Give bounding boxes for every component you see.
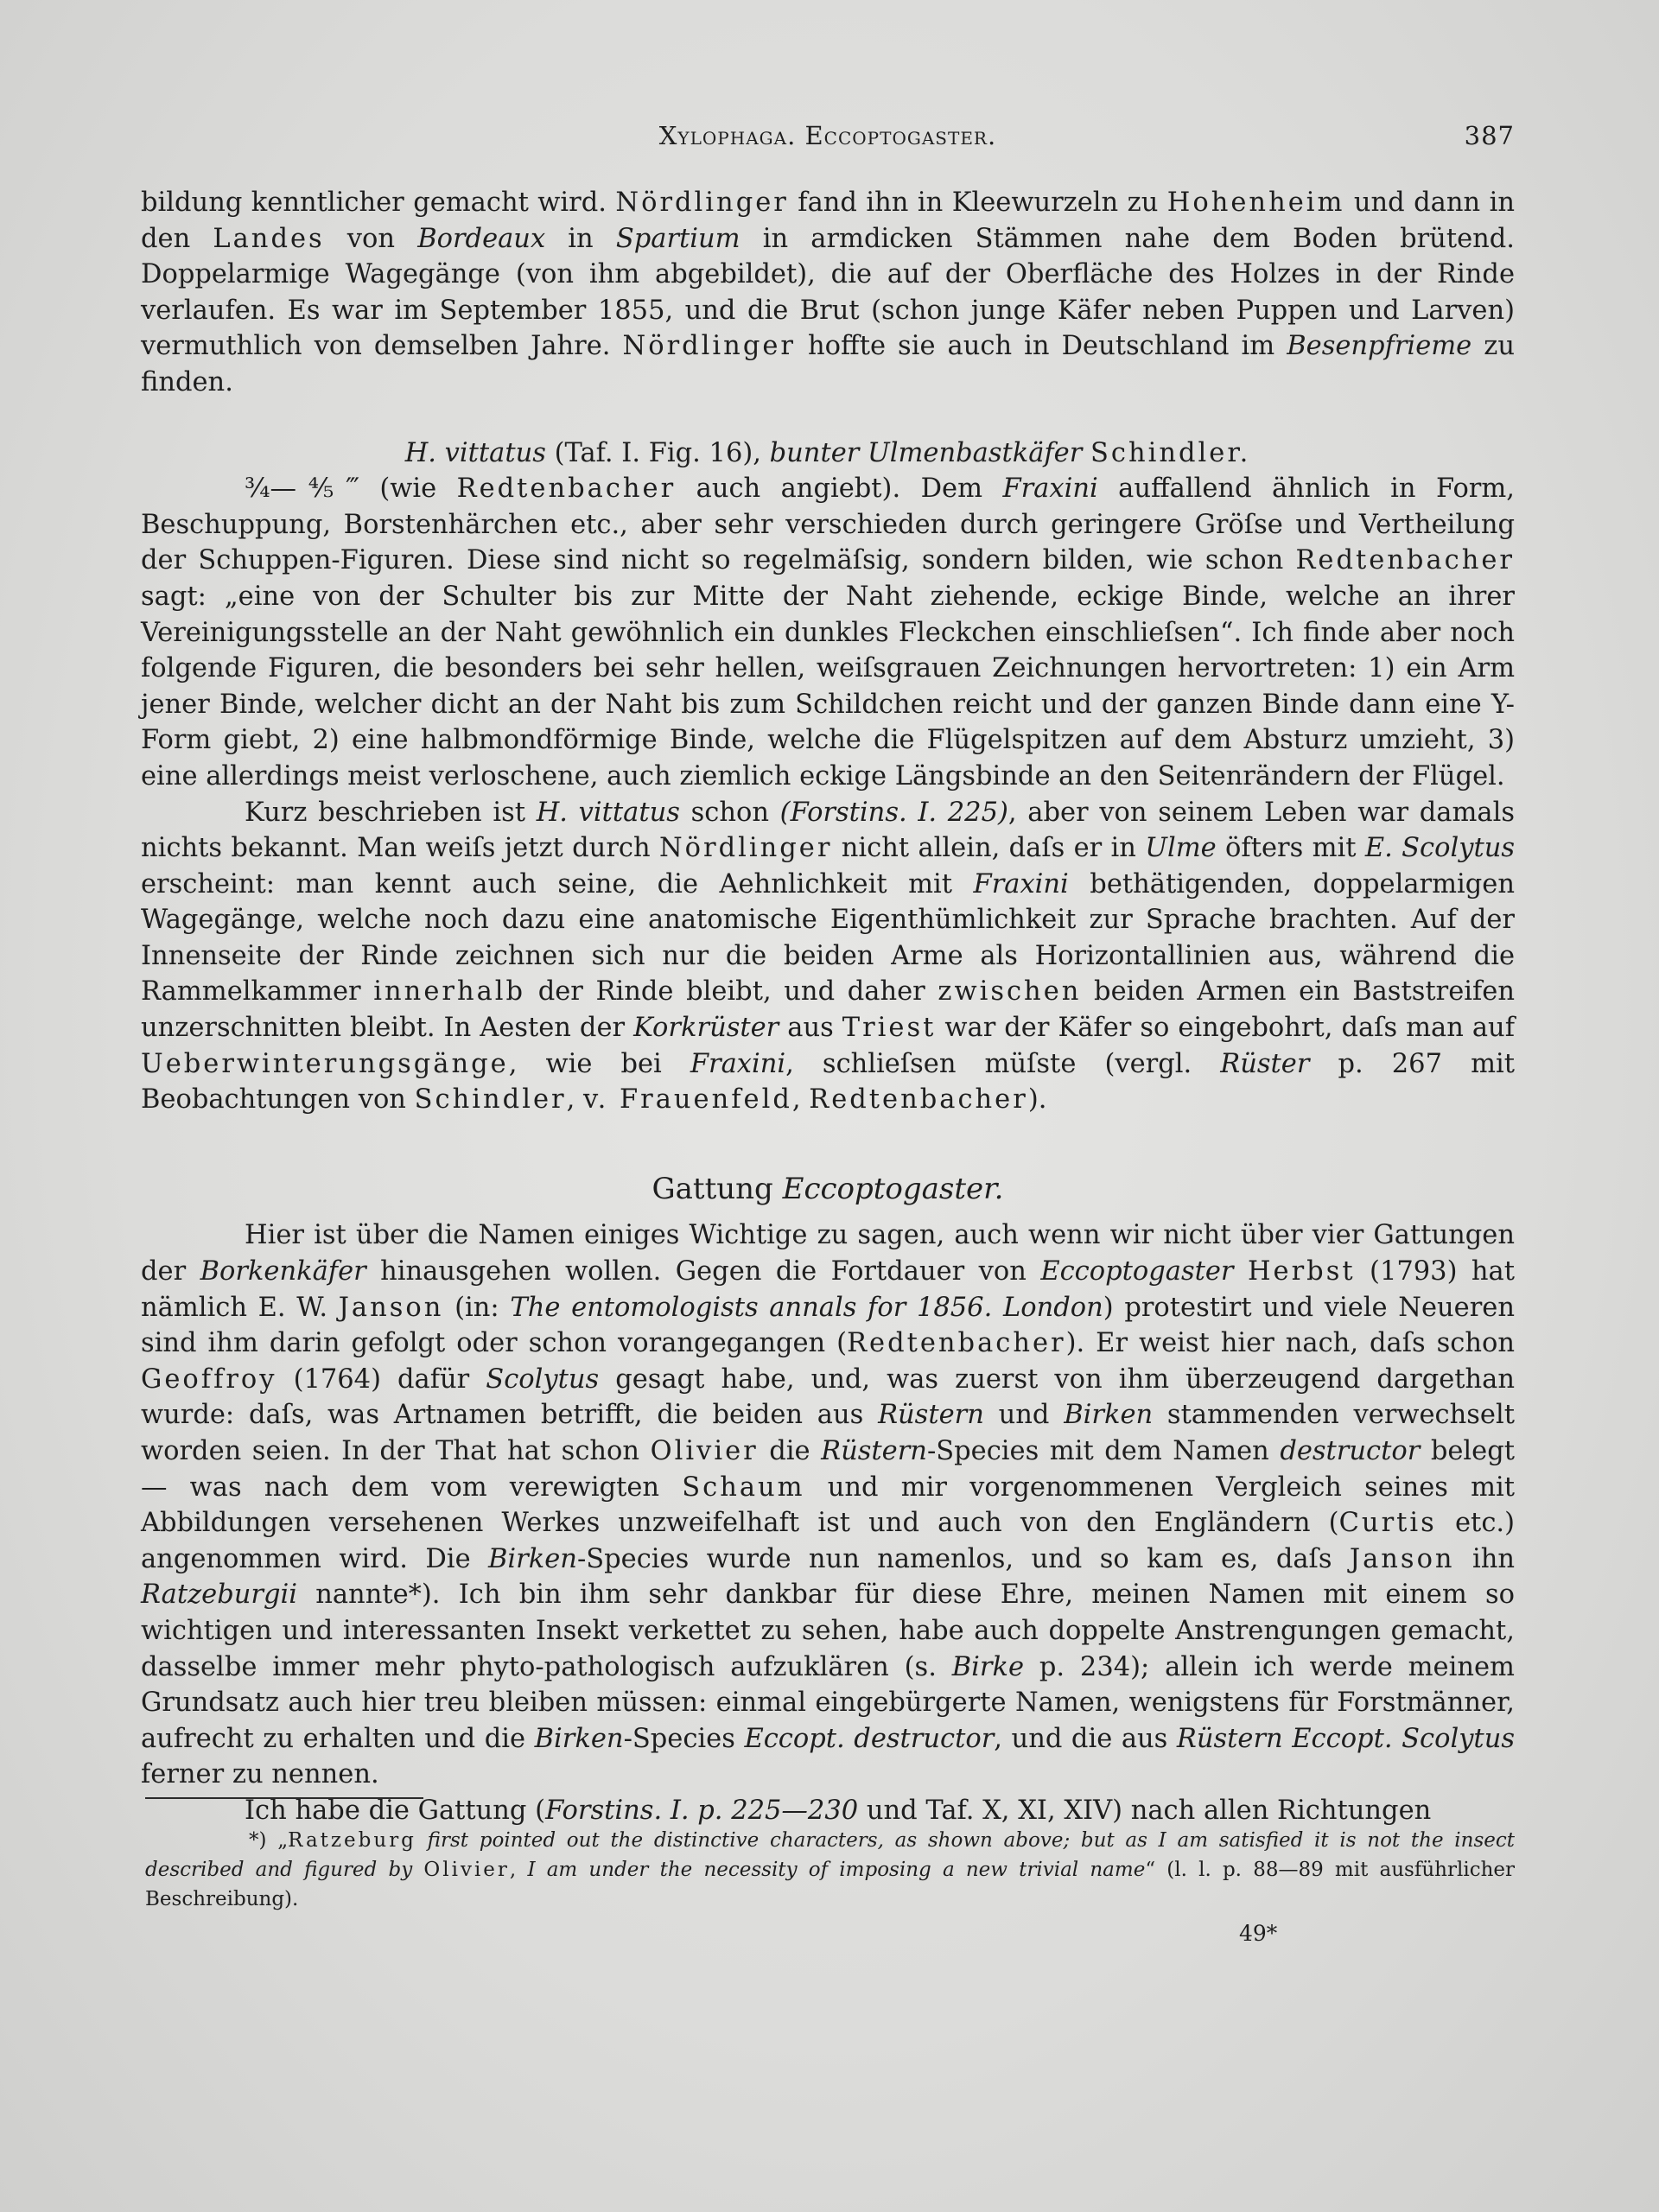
- italic-term: Fraxini: [973, 868, 1069, 899]
- text: fand ihn in Kleewurzeln zu: [788, 188, 1167, 218]
- italic-term: Borkenkäfer: [200, 1256, 366, 1287]
- species-heading: [141, 435, 1515, 472]
- text: beiden Armen ein Baststreifen unzerschnitten bleibt. In Aesten der: [141, 976, 1515, 1044]
- text: bethätigenden, doppelarmigen Wagegänge, welche noch dazu eine anatomische Eigenthümlichkeit zur Sprache brachten. Auf der Innenseite der Rinde zeichnen sich nur die beiden Arme als Horizontallinien aus, während die Rammelkammer: [141, 868, 1515, 1007]
- text: (wie: [359, 474, 457, 505]
- text: , wie bei: [508, 1048, 690, 1079]
- italic-term: Scolytus: [486, 1363, 600, 1395]
- text: ). Er weist hier nach, daſs schon: [1065, 1328, 1515, 1359]
- paragraph-3: [141, 795, 1515, 1118]
- author-name: Geoffroy: [141, 1363, 277, 1395]
- text: stammenden verwechselt worden seien. In der That hat schon: [141, 1400, 1515, 1466]
- italic-term: Fraxini: [690, 1048, 786, 1079]
- text: (in:: [443, 1292, 511, 1323]
- author-name: Janson: [1349, 1543, 1455, 1574]
- text: etc.) angenommen wird. Die: [141, 1508, 1515, 1574]
- size-value: ¾—⅘‴: [245, 474, 359, 505]
- author-name: Janson: [338, 1292, 444, 1323]
- text: und dann in den: [141, 188, 1515, 254]
- text: [412, 1859, 423, 1881]
- text: ) protestirt und viele Neueren sind ihm darin gefolgt oder schon vorangegangen (: [141, 1292, 1515, 1359]
- text: ,: [566, 1084, 583, 1116]
- italic-term: (Forstins. I. 225): [779, 797, 1008, 828]
- text: nannte*). Ich bin ihm sehr dankbar für diese Ehre, meinen Namen mit einem so wichtigen und interessanten Insekt verkettet zu sehen, habe auch doppelte Anstrengungen gemacht, dasselbe immer mehr phyto-pathologisch aufzuklären (s.: [141, 1580, 1515, 1682]
- author-name: Schindler.: [1090, 437, 1251, 468]
- text: die: [758, 1436, 822, 1466]
- running-title: Xylophaga. Eccoptogaster.: [658, 121, 997, 150]
- italic-term: destructor: [1280, 1436, 1421, 1466]
- text: schon: [679, 797, 780, 828]
- spaced-term: Ueberwinterungsgänge: [141, 1048, 509, 1079]
- author-name: Redtenbacher: [809, 1084, 1028, 1116]
- text: in armdicken Stämmen nahe dem Boden brütend. Doppelarmige Wagegänge (von ihm abgebildet), die auf der Oberfläche des Holzes in der Rinde verlaufen. Es war im September 1855, und die Brut (schon junge Käfer neben Puppen und Larven) vermuthlich von demselben Jahre.: [141, 223, 1515, 362]
- text: -Species wurde nun namenlos, und so kam es, daſs: [576, 1543, 1350, 1574]
- italic-term: The entomologists annals for 1856. London: [510, 1292, 1103, 1323]
- italic-term: Rüstern: [878, 1400, 984, 1431]
- italic-term: E. Scolytus: [1364, 833, 1515, 864]
- italic-term: Birke: [951, 1651, 1025, 1682]
- text: hinausgehen wollen. Gegen die Fortdauer von: [365, 1256, 1041, 1287]
- author-name: Herbst: [1247, 1256, 1356, 1287]
- signature-mark: 49*: [1239, 1921, 1278, 1946]
- text: auffallend ähnlich in Form, Beschuppung, Borstenhärchen etc., aber sehr verschieden durch geringere Gröſse und Vertheilung der Schuppen-Figuren. Diese sind nicht so regelmäſsig, sondern bilden, wie schon: [141, 474, 1516, 576]
- text: gesagt habe, und, was zuerst von ihm überzeugend dargethan wurde: daſs, was Artnamen betrifft, die beiden aus: [141, 1363, 1515, 1431]
- italic-term: Bordeaux: [417, 223, 546, 254]
- italic-term: Korkrüster: [633, 1013, 779, 1044]
- italic-term: H. vittatus: [536, 797, 680, 828]
- text: in: [545, 223, 616, 254]
- italic-term: Eccopt. destructor: [744, 1723, 995, 1754]
- author-name: Schaum: [682, 1471, 805, 1503]
- paragraph-4: [141, 1217, 1515, 1793]
- body-text: [141, 185, 1515, 1829]
- species-name: H. vittatus: [404, 437, 546, 468]
- page-number: 387: [1464, 121, 1515, 150]
- text: belegt — was nach dem vom verewigten: [141, 1436, 1516, 1503]
- spaced-term: zwischen: [938, 976, 1082, 1007]
- italic-term: Rüstern Eccopt. Scolytus: [1176, 1723, 1515, 1754]
- text: Kurz beschrieben ist: [245, 797, 537, 828]
- genus-heading: [141, 1172, 1515, 1208]
- footnote-rule: [145, 1797, 423, 1799]
- text: Hier ist über die Namen einiges Wichtige zu sagen, auch wenn wir nicht über vier Gattungen der: [141, 1220, 1515, 1287]
- text: hoffte sie auch in Deutschland im: [795, 331, 1287, 362]
- genus-name: Eccoptogaster.: [782, 1171, 1004, 1206]
- text: der Rinde bleibt, und daher: [525, 976, 938, 1007]
- text: -Species: [623, 1723, 745, 1754]
- author-name: Olivier: [650, 1436, 759, 1466]
- text: p. 234); allein ich werde meinem Grundsatz auch hier treu bleiben müssen: einmal eingebürgerte Namen, wenigstens für Forstmänner, aufrecht zu erhalten und die: [141, 1651, 1515, 1754]
- italic-quote: first pointed out the distinctive characters, as shown above; but as I am satisfied it is not the insect described and figured by: [145, 1829, 1516, 1881]
- text: , und die aus: [994, 1723, 1177, 1754]
- text: ihn: [1454, 1543, 1515, 1574]
- text: war der Käfer so eingebohrt, daſs man auf: [936, 1013, 1515, 1044]
- italic-term: Eccoptogaster: [1040, 1256, 1234, 1287]
- italic-term: Birken: [534, 1723, 624, 1754]
- text: aus: [779, 1013, 842, 1044]
- text: (1793) hat nämlich E. W.: [141, 1256, 1515, 1323]
- text: sagt: „eine von der Schulter bis zur Mitte der Naht ziehende, eckige Binde, welche an ihrer Vereinigungsstelle an der Naht gewöhnlich ein dunkles Fleckchen einschlieſsen“. Ich finde aber noch folgende Figuren, die besonders bei sehr hellen, weiſsgrauen Zeichnungen hervortreten: 1) ein Arm jener Binde, welcher dicht an der Naht bis zum Schildchen reicht und der ganzen Binde dann eine Y-Form giebt, 2) eine halbmondförmige Binde, welche die Flügelspitzen auf dem Absturz umzieht, 3) eine allerdings meist verloschene, auch ziemlich eckige Längsbinde an den Seitenrändern der Flügel.: [141, 581, 1515, 791]
- text: , schlieſsen müſste (vergl.: [785, 1048, 1221, 1079]
- author-name: Redtenbacher: [1295, 545, 1515, 576]
- running-header: [141, 121, 1515, 156]
- footnote: [145, 1826, 1515, 1914]
- author-name: v. Frauenfeld: [582, 1084, 792, 1116]
- text: [416, 1829, 428, 1852]
- italic-term: Birken: [488, 1543, 577, 1574]
- text: nicht allein, daſs er in: [832, 833, 1146, 864]
- text: und Taf. X, XI, XIV) nach allen Richtungen: [858, 1795, 1432, 1826]
- common-name: bunter Ulmenbastkäfer: [769, 437, 1083, 468]
- text: “ (l. l. p. 88—89 mit ausführlicher Beschreibung).: [145, 1859, 1515, 1910]
- place-name: Landes: [213, 223, 325, 254]
- italic-term: Rüstern: [821, 1436, 927, 1466]
- author-name: Ratzeburg: [288, 1829, 416, 1852]
- text: ,: [791, 1084, 810, 1116]
- author-name: Olivier: [423, 1859, 510, 1881]
- text: p. 267 mit Beobachtungen von: [141, 1048, 1515, 1116]
- text: ferner zu nennen.: [141, 1759, 379, 1790]
- text: ).: [1027, 1084, 1047, 1116]
- author-name: Nördlinger: [658, 833, 833, 864]
- text: ,: [509, 1859, 528, 1881]
- italic-term: Ratzeburgii: [141, 1580, 298, 1611]
- text: , aber von seinem Leben war damals nichts bekannt. Man weiſs jetzt durch: [141, 797, 1515, 864]
- text: von: [324, 223, 418, 254]
- text: -Species mit dem Namen: [926, 1436, 1281, 1466]
- author-name: Nördlinger: [622, 331, 796, 362]
- italic-term: Birken: [1064, 1400, 1154, 1431]
- text: *) „: [249, 1829, 289, 1852]
- italic-term: Forstins. I. p. 225—230: [545, 1795, 859, 1826]
- italic-term: Ulme: [1145, 833, 1217, 864]
- place-name: Hohenheim: [1166, 188, 1345, 218]
- place-name: Triest: [842, 1013, 937, 1044]
- italic-term: Spartium: [615, 223, 741, 254]
- author-name: Redtenbacher: [847, 1328, 1066, 1359]
- paragraph-2: [141, 471, 1515, 794]
- text: Ich habe die Gattung (: [245, 1795, 546, 1826]
- italic-term: Rüster: [1220, 1048, 1310, 1079]
- text: Gattung: [652, 1171, 783, 1206]
- italic-quote: I am under the necessity of imposing a new trivial name: [527, 1859, 1146, 1881]
- author-name: Nördlinger: [615, 188, 789, 218]
- paragraph-1: [141, 185, 1515, 401]
- text: und mir vorgenommenen Vergleich seines mit Abbildungen versehenen Werkes unzweifelhaft ist und auch von den Engländern (: [141, 1471, 1516, 1539]
- text: (Taf. I. Fig. 16),: [545, 437, 770, 468]
- spaced-term: innerhalb: [373, 976, 526, 1007]
- italic-term: Besenpfrieme: [1287, 331, 1472, 362]
- text: öfters mit: [1216, 833, 1365, 864]
- author-name: Curtis: [1338, 1508, 1437, 1539]
- author-name: Schindler: [414, 1084, 567, 1116]
- text: auch angiebt). Dem: [676, 474, 1003, 505]
- text: (1764) dafür: [276, 1363, 486, 1395]
- italic-term: Fraxini: [1002, 474, 1098, 505]
- text: [1234, 1256, 1248, 1287]
- text: und: [983, 1400, 1065, 1431]
- author-name: Redtenbacher: [456, 474, 677, 505]
- text: zu finden.: [141, 331, 1515, 397]
- text: bildung kenntlicher gemacht wird.: [141, 188, 616, 218]
- text: erscheint: man kennt auch seine, die Aehnlichkeit mit: [141, 868, 974, 899]
